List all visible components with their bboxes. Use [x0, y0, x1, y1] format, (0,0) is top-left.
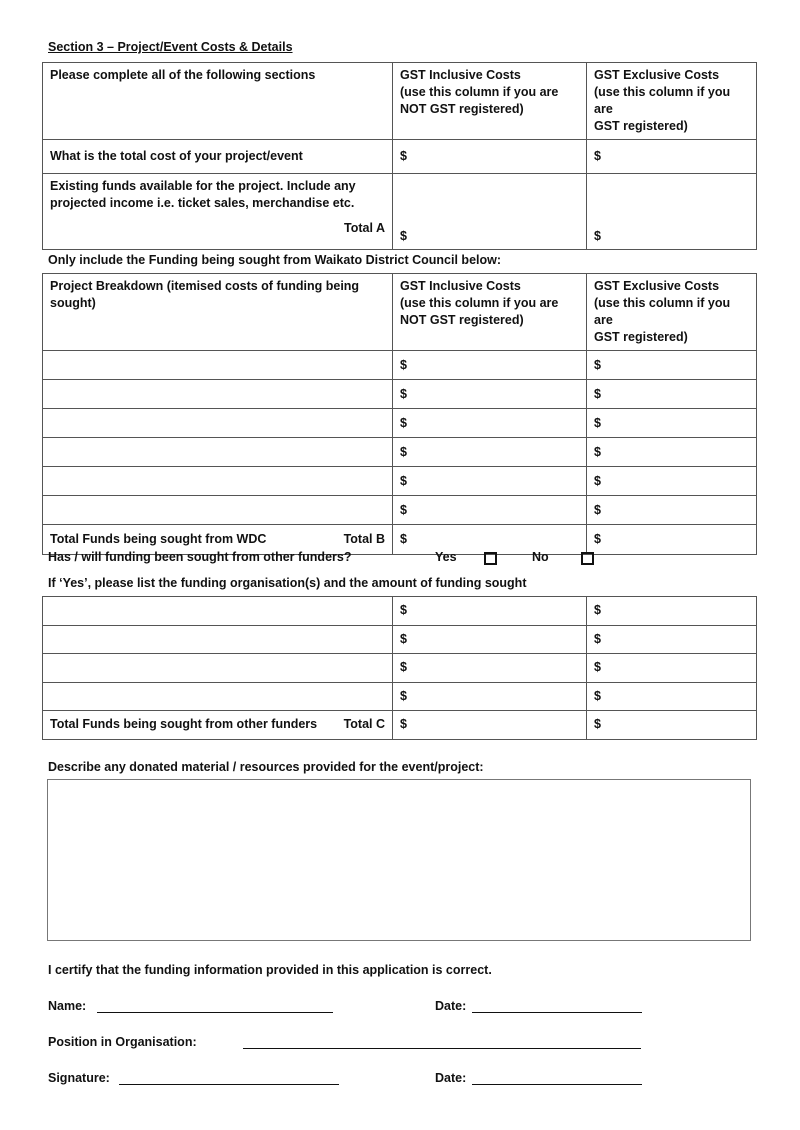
- funder-exclusive-field[interactable]: $: [587, 597, 757, 626]
- header-project-breakdown: Project Breakdown (itemised costs of funding being sought): [43, 274, 393, 351]
- funder-exclusive-field[interactable]: $: [587, 682, 757, 711]
- donated-label: Describe any donated material / resources provided for the event/project:: [48, 760, 484, 774]
- table-row: [43, 467, 757, 496]
- table-row: [43, 496, 757, 525]
- table-header-row: [43, 63, 757, 140]
- funder-name-field[interactable]: [43, 682, 393, 711]
- item-exclusive-field[interactable]: $: [587, 496, 757, 525]
- table-row: [43, 654, 757, 683]
- item-description-field[interactable]: [43, 351, 393, 380]
- table-row: [43, 409, 757, 438]
- total-b-exclusive-field[interactable]: $: [587, 525, 757, 555]
- table-row: [43, 438, 757, 467]
- date2-label: Date:: [435, 1071, 467, 1085]
- table-row: [43, 351, 757, 380]
- donated-materials-textarea[interactable]: [47, 779, 751, 941]
- item-exclusive-field[interactable]: $: [587, 380, 757, 409]
- total-cost-label: What is the total cost of your project/event: [43, 140, 393, 174]
- date-label: Date:: [435, 999, 467, 1013]
- table-row: [43, 625, 757, 654]
- item-inclusive-field[interactable]: $: [393, 467, 587, 496]
- signature-field[interactable]: [119, 1084, 339, 1085]
- other-funders-table: [42, 596, 757, 740]
- funder-exclusive-field[interactable]: $: [587, 654, 757, 683]
- total-c-description: Total Funds being sought from other funders: [50, 717, 318, 732]
- item-exclusive-field[interactable]: $: [587, 409, 757, 438]
- funder-inclusive-field[interactable]: $: [393, 597, 587, 626]
- existing-funds-label: Existing funds available for the project. Include any projected income i.e. ticket sales, merchandise etc. Total A: [43, 174, 393, 250]
- wdc-breakdown-table: [42, 273, 757, 555]
- header-description: Please complete all of the following sections: [43, 63, 393, 140]
- total-c-label: Total C: [343, 717, 385, 732]
- item-exclusive-field[interactable]: $: [587, 467, 757, 496]
- no-label: No: [532, 550, 549, 564]
- item-description-field[interactable]: [43, 409, 393, 438]
- funder-inclusive-field[interactable]: $: [393, 682, 587, 711]
- item-description-field[interactable]: [43, 496, 393, 525]
- total-b-label: Total B: [343, 532, 385, 546]
- other-funders-instruction: If ‘Yes’, please list the funding organisation(s) and the amount of funding sought: [48, 576, 527, 590]
- total-cost-exclusive-field[interactable]: $: [587, 140, 757, 174]
- total-c-exclusive-field[interactable]: $: [587, 711, 757, 740]
- table-row: [43, 380, 757, 409]
- header-gst-inclusive: GST Inclusive Costs (use this column if you are NOT GST registered): [393, 274, 587, 351]
- item-inclusive-field[interactable]: $: [393, 351, 587, 380]
- item-exclusive-field[interactable]: $: [587, 351, 757, 380]
- date2-field[interactable]: [472, 1084, 642, 1085]
- other-funders-question: Has / will funding been sought from other funders?: [48, 550, 352, 564]
- yes-label: Yes: [435, 550, 457, 564]
- wdc-intro: Only include the Funding being sought from Waikato District Council below:: [48, 253, 502, 267]
- total-a-label: Total A: [344, 221, 385, 235]
- table-header-row: [43, 274, 757, 351]
- total-cost-inclusive-field[interactable]: $: [393, 140, 587, 174]
- item-description-field[interactable]: [43, 438, 393, 467]
- total-c-row: [43, 711, 757, 740]
- certification-statement: I certify that the funding information provided in this application is correct.: [48, 963, 492, 977]
- name-field[interactable]: [97, 1012, 333, 1013]
- total-c-inclusive-field[interactable]: $: [393, 711, 587, 740]
- item-inclusive-field[interactable]: $: [393, 380, 587, 409]
- yes-checkbox[interactable]: [484, 552, 497, 565]
- funder-inclusive-field[interactable]: $: [393, 654, 587, 683]
- project-costs-table: [42, 62, 757, 250]
- existing-funds-row: [43, 174, 757, 250]
- item-inclusive-field[interactable]: $: [393, 438, 587, 467]
- funder-name-field[interactable]: [43, 597, 393, 626]
- total-b-inclusive-field[interactable]: $: [393, 525, 587, 555]
- funder-inclusive-field[interactable]: $: [393, 625, 587, 654]
- header-gst-exclusive: GST Exclusive Costs (use this column if you are GST registered): [587, 63, 757, 140]
- item-description-field[interactable]: [43, 380, 393, 409]
- funder-name-field[interactable]: [43, 654, 393, 683]
- total-a-exclusive-field[interactable]: $: [587, 174, 757, 250]
- table-row: [43, 682, 757, 711]
- item-description-field[interactable]: [43, 467, 393, 496]
- item-inclusive-field[interactable]: $: [393, 409, 587, 438]
- item-inclusive-field[interactable]: $: [393, 496, 587, 525]
- total-c-label-cell: [43, 711, 393, 740]
- total-b-description: Total Funds being sought from WDC: [50, 532, 267, 546]
- total-a-inclusive-field[interactable]: $: [393, 174, 587, 250]
- header-gst-exclusive: GST Exclusive Costs (use this column if you are GST registered): [587, 274, 757, 351]
- no-checkbox[interactable]: [581, 552, 594, 565]
- funder-name-field[interactable]: [43, 625, 393, 654]
- signature-label: Signature:: [48, 1071, 110, 1085]
- item-exclusive-field[interactable]: $: [587, 438, 757, 467]
- date-field[interactable]: [472, 1012, 642, 1013]
- section-title: Section 3 – Project/Event Costs & Details: [48, 40, 293, 54]
- total-cost-row: [43, 140, 757, 174]
- header-gst-inclusive: GST Inclusive Costs (use this column if you are NOT GST registered): [393, 63, 587, 140]
- table-row: [43, 597, 757, 626]
- position-field[interactable]: [243, 1048, 641, 1049]
- position-label: Position in Organisation:: [48, 1035, 197, 1049]
- name-label: Name:: [48, 999, 87, 1013]
- funder-exclusive-field[interactable]: $: [587, 625, 757, 654]
